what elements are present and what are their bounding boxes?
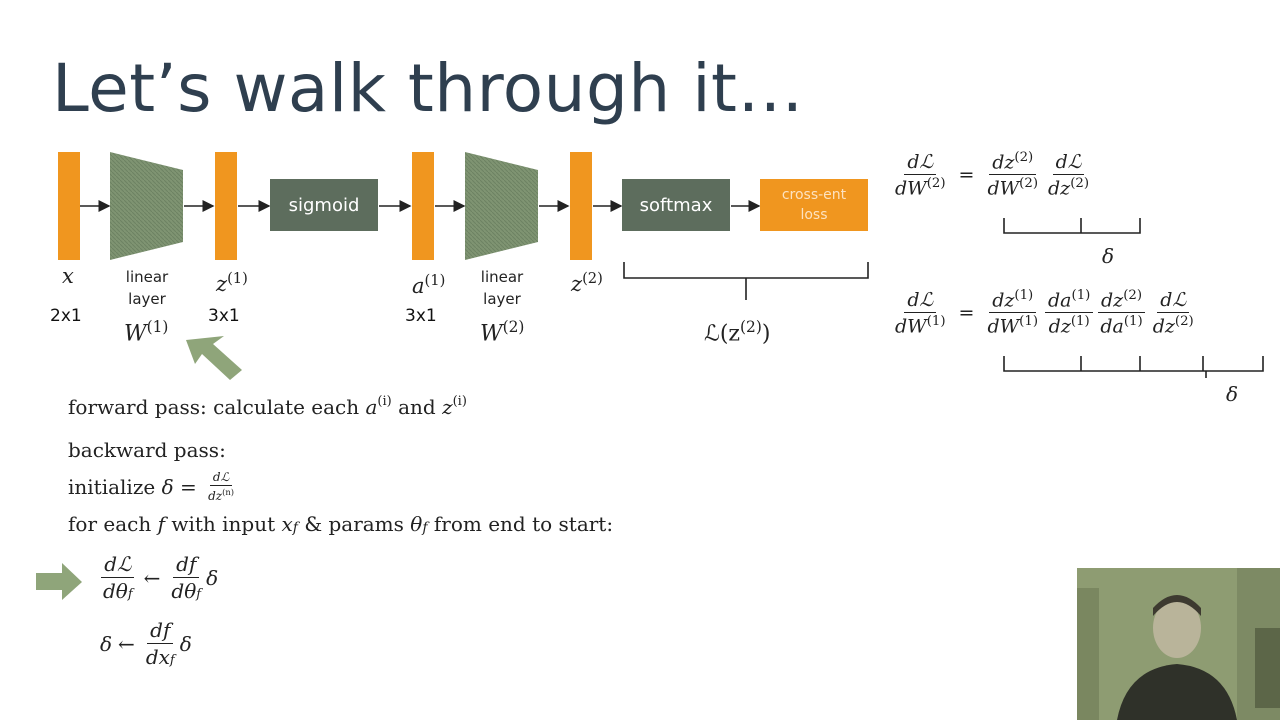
for-theta: θ bbox=[410, 512, 423, 536]
z2-sup: (2) bbox=[582, 270, 603, 287]
eq2-delta: δ bbox=[1226, 382, 1239, 406]
upd1-den-sub: f bbox=[127, 587, 133, 602]
equation-dL-dW2 bbox=[890, 150, 1094, 200]
init-den-sup: (n) bbox=[222, 487, 235, 497]
x-label: x bbox=[62, 264, 74, 288]
forward-and: and bbox=[398, 394, 436, 419]
linear2-line1: linear bbox=[480, 268, 524, 286]
w2-letter: W bbox=[480, 321, 503, 347]
z1-dim: 3x1 bbox=[208, 306, 240, 326]
eq2-t4-num: dℒ bbox=[1157, 289, 1189, 313]
eq2-t2-num: da bbox=[1048, 289, 1072, 312]
eq2-bracket bbox=[1004, 356, 1263, 371]
z1-sup: (1) bbox=[227, 270, 248, 287]
equation-dL-dW1 bbox=[890, 288, 1199, 338]
loss-label-line1: cross-ent bbox=[781, 187, 847, 203]
for-each-4: from end to start: bbox=[433, 512, 614, 536]
eq2-t3-den-sup: (1) bbox=[1123, 314, 1143, 330]
init-equals: = bbox=[179, 474, 197, 499]
forward-prefix: forward pass: calculate each bbox=[68, 394, 360, 419]
upd1-num: dℒ bbox=[101, 552, 134, 578]
eq1-t1-num-sup: (2) bbox=[1014, 150, 1034, 165]
pointer-arrow-w1 bbox=[186, 336, 242, 380]
linear-layer-1-label bbox=[118, 266, 176, 310]
a1-sup: (1) bbox=[424, 272, 446, 289]
eq2-lhs-den-sup: (1) bbox=[926, 313, 946, 329]
eq2-t3-num-sup: (2) bbox=[1123, 288, 1143, 303]
eq1-t1-den: dW bbox=[987, 177, 1020, 200]
w1-letter: W bbox=[124, 321, 147, 347]
linear1-line1: linear bbox=[125, 268, 169, 286]
for-each-1: for each bbox=[68, 512, 152, 536]
linear-layer-2-shape bbox=[465, 152, 538, 260]
eq2-t4-den: dz bbox=[1152, 314, 1175, 337]
for-f: f bbox=[157, 512, 165, 536]
loss-expr-main: ℒ(z bbox=[704, 321, 741, 347]
w1-sup: (1) bbox=[146, 318, 169, 336]
eq2-equals: = bbox=[958, 301, 975, 324]
sigmoid-box bbox=[270, 179, 378, 231]
forward-a-sup: (i) bbox=[377, 394, 392, 409]
for-each-3: & params bbox=[304, 512, 404, 536]
upd2-rden: dx bbox=[145, 645, 170, 669]
upd1-arrow: ← bbox=[143, 565, 161, 590]
upd1-delta: δ bbox=[206, 565, 219, 590]
for-each-2: with input bbox=[171, 512, 276, 536]
loss-label-line2: loss bbox=[800, 207, 828, 223]
vector-z1-bar bbox=[215, 152, 237, 260]
for-theta-sub: f bbox=[422, 520, 428, 536]
vector-x-bar bbox=[58, 152, 80, 260]
upd1-rnum: df bbox=[173, 552, 199, 578]
sigmoid-label: sigmoid bbox=[288, 194, 360, 216]
loss-box bbox=[760, 179, 868, 231]
eq1-lhs-den-sup: (2) bbox=[926, 175, 946, 191]
a1-label bbox=[412, 272, 445, 298]
a1-dim: 3x1 bbox=[405, 306, 437, 326]
upd1-den: dθ bbox=[103, 579, 128, 603]
eq2-t4-den-sup: (2) bbox=[1174, 313, 1194, 329]
eq2-t1-den-sup: (1) bbox=[1019, 314, 1039, 330]
eq2-t1-num-sup: (1) bbox=[1014, 288, 1034, 303]
linear1-line2: layer bbox=[128, 290, 166, 308]
eq1-lhs-num: dℒ bbox=[904, 151, 936, 175]
eq2-t3-num: dz bbox=[1101, 289, 1124, 312]
eq1-bracket bbox=[1004, 218, 1140, 233]
a1-letter: a bbox=[412, 274, 425, 298]
pointer-arrow-update bbox=[36, 563, 82, 600]
eq2-t1-den: dW bbox=[987, 315, 1020, 338]
eq2-t2-den: dz bbox=[1048, 315, 1071, 338]
linear-layer-1-shape bbox=[110, 152, 183, 260]
eq2-t3-den: da bbox=[1100, 315, 1124, 338]
eq1-lhs-den: dW bbox=[895, 176, 927, 199]
for-xf: x bbox=[281, 512, 293, 536]
forward-a: a bbox=[365, 394, 378, 419]
eq2-lhs-num: dℒ bbox=[904, 289, 936, 313]
linear2-line2: layer bbox=[483, 290, 521, 308]
z1-letter: z bbox=[216, 272, 228, 296]
w2-sup: (2) bbox=[502, 318, 525, 336]
eq1-equals: = bbox=[958, 163, 975, 186]
upd2-rnum: df bbox=[147, 618, 173, 644]
presenter-webcam bbox=[1077, 568, 1280, 720]
eq1-delta: δ bbox=[1102, 244, 1115, 268]
upd1-rden: dθ bbox=[171, 579, 197, 603]
z1-label bbox=[216, 270, 248, 296]
forward-pass-line bbox=[68, 394, 467, 419]
loss-expr-close: ) bbox=[761, 321, 771, 347]
softmax-box bbox=[622, 179, 730, 231]
z2-letter: z bbox=[571, 272, 583, 296]
softmax-label: softmax bbox=[639, 194, 713, 216]
w2-label bbox=[480, 318, 524, 346]
loss-brace bbox=[624, 262, 868, 300]
for-each-line bbox=[68, 512, 613, 536]
eq2-t1-num: dz bbox=[992, 289, 1015, 312]
initialize-line bbox=[68, 470, 239, 503]
eq2-lhs-den: dW bbox=[895, 314, 927, 337]
update-rule-delta bbox=[100, 618, 192, 669]
x-dim: 2x1 bbox=[50, 306, 82, 326]
loss-expr-sup: (2) bbox=[740, 318, 762, 336]
w1-label bbox=[124, 318, 168, 346]
eq1-t2-den-sup: (2) bbox=[1070, 175, 1090, 191]
upd2-delta: δ bbox=[179, 631, 192, 656]
init-den: dz bbox=[208, 489, 223, 503]
upd2-delta-lhs: δ bbox=[100, 631, 113, 656]
z2-label bbox=[571, 270, 603, 296]
eq1-t1-num: dz bbox=[992, 151, 1015, 174]
vector-a1-bar bbox=[412, 152, 434, 260]
slide-title: Let’s walk through it… bbox=[52, 50, 804, 127]
loss-expression bbox=[704, 318, 770, 346]
upd2-arrow: ← bbox=[118, 631, 135, 656]
vector-z2-bar bbox=[570, 152, 592, 260]
forward-z: z bbox=[442, 394, 453, 419]
upd1-rden-sub: f bbox=[196, 587, 202, 602]
forward-z-sup: (i) bbox=[452, 394, 467, 409]
for-xf-sub: f bbox=[292, 520, 298, 536]
init-delta: δ bbox=[161, 474, 174, 499]
eq1-t2-num: dℒ bbox=[1053, 151, 1085, 175]
eq1-t2-den: dz bbox=[1048, 176, 1071, 199]
upd2-rden-sub: f bbox=[169, 653, 175, 668]
presenter-silhouette bbox=[1077, 568, 1280, 720]
eq2-t2-den-sup: (1) bbox=[1070, 314, 1090, 330]
backward-pass-line: backward pass: bbox=[68, 438, 226, 462]
init-prefix: initialize bbox=[68, 474, 156, 499]
eq1-t1-den-sup: (2) bbox=[1019, 176, 1039, 192]
eq2-t2-num-sup: (1) bbox=[1071, 288, 1091, 303]
linear-layer-2-label bbox=[473, 266, 531, 310]
init-num: dℒ bbox=[210, 470, 232, 486]
update-rule-params bbox=[98, 552, 218, 603]
